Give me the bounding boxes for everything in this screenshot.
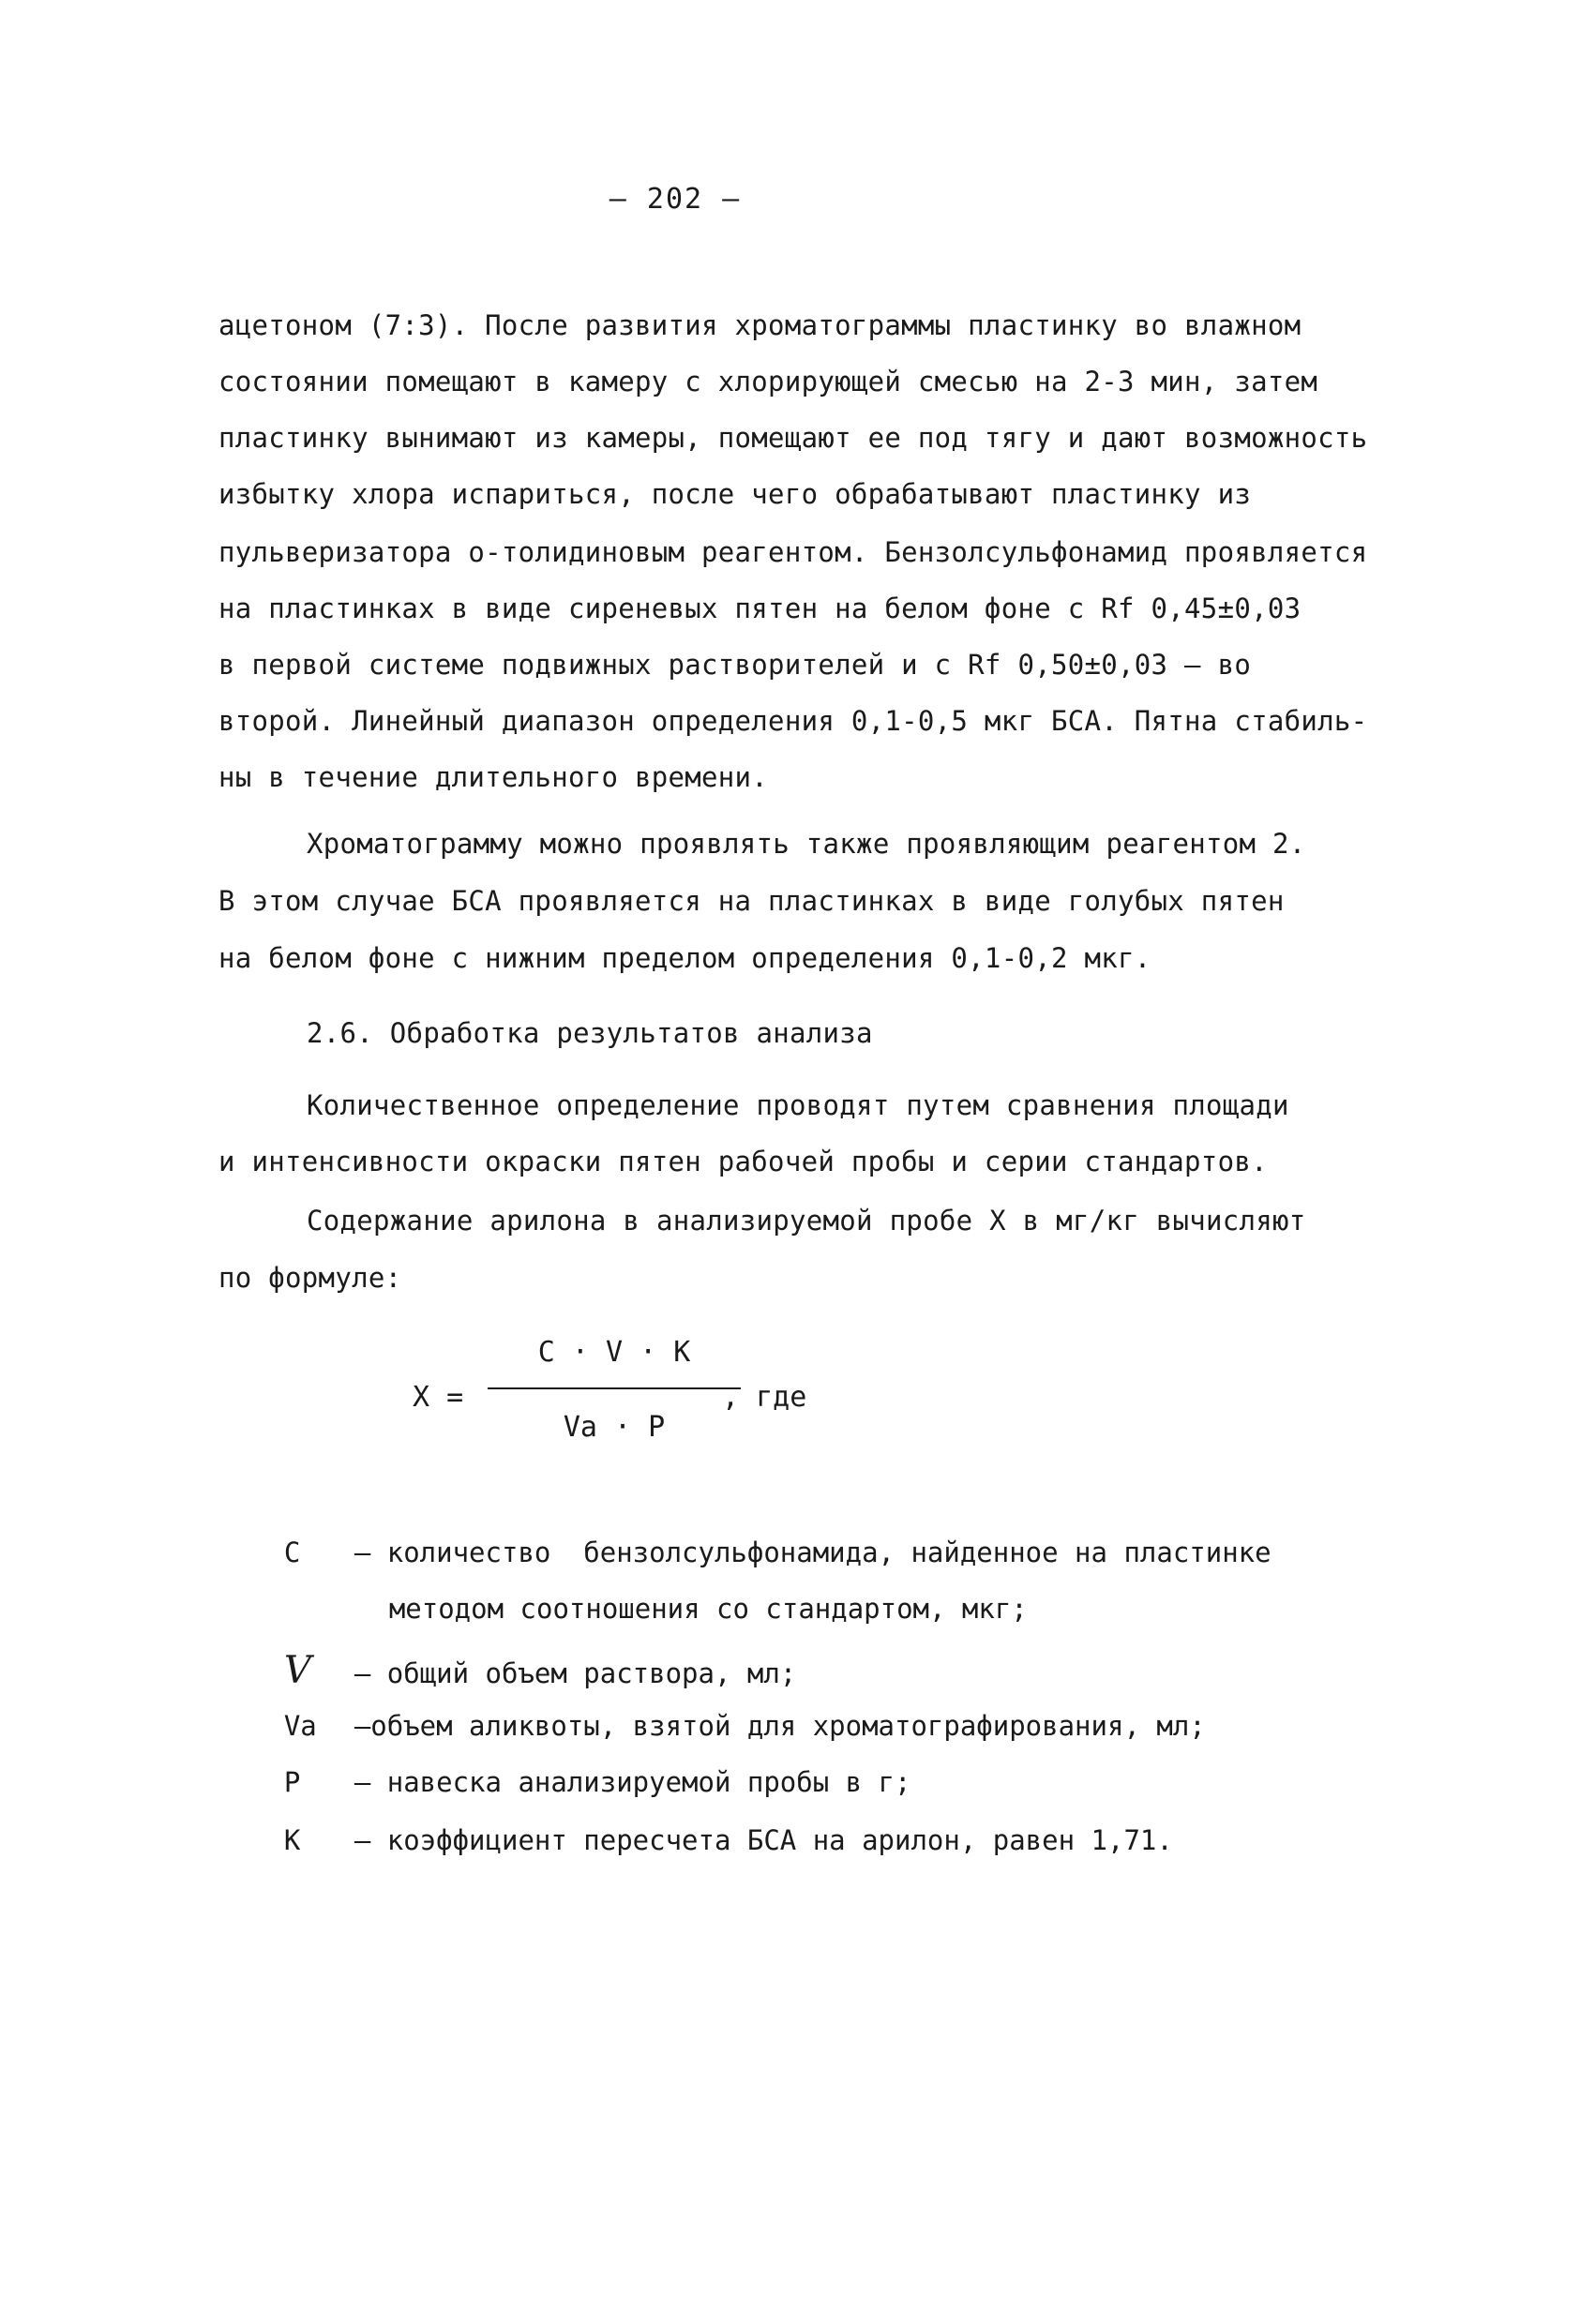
paragraph-line: Хроматограмму можно проявлять также проявляющим реагентом 2. [307,828,1306,860]
paragraph-line: на пластинках в виде сиреневых пятен на белом фоне с Rf 0,45±0,03 [218,592,1302,624]
legend-text: – навеска анализируемой пробы в г; [354,1766,911,1798]
paragraph-line: и интенсивности окраски пятен рабочей пробы и серии стандартов. [218,1146,1268,1177]
paragraph-line: В этом случае БСА проявляется на пластинках в виде голубых пятен [218,885,1285,917]
paragraph-line: ацетоном (7:3). После развития хроматограммы пластинку во влажном [218,309,1302,341]
legend-symbol: V [283,1649,311,1692]
legend-text: – количество бензолсульфонамида, найденное на пластинке [354,1537,1271,1568]
section-heading: 2.6. Обработка результатов анализа [307,1017,873,1049]
page-number: – 202 – [609,183,742,216]
legend-text: – коэффициент пересчета БСА на арилон, равен 1,71. [354,1824,1173,1856]
paragraph-line: Количественное определение проводят путем сравнения площади [307,1089,1289,1121]
formula-lhs: X = [413,1381,464,1414]
paragraph-line: состоянии помещают в камеру с хлорирующей смесью на 2-3 мин, затем [218,366,1318,397]
paragraph-line: Содержание арилона в анализируемой пробе X в мг/кг вычисляют [307,1205,1306,1237]
formula [413,1336,844,1486]
paragraph-line: второй. Линейный диапазон определения 0,1-0,5 мкг БСА. Пятна стабиль- [218,705,1368,737]
formula-tail: , где [722,1381,807,1414]
paragraph-line: на белом фоне с нижним пределом определения 0,1-0,2 мкг. [218,942,1151,974]
paragraph-line: в первой системе подвижных растворителей и с Rf 0,50±0,03 – во [218,649,1252,681]
paragraph-line: по формуле: [218,1262,402,1294]
paragraph-line: избытку хлора испариться, после чего обрабатывают пластинку из [218,478,1252,510]
legend-symbol: Vа [283,1710,317,1742]
legend-text: методом соотношения со стандартом, мкг; [388,1593,1028,1625]
formula-denominator: Vа · P [563,1411,666,1444]
paragraph-line: пластинку вынимают из камеры, помещают ее под тягу и дают возможность [218,422,1368,454]
legend-symbol: P [283,1766,301,1798]
legend-text: –объем аликвоты, взятой для хроматографирования, мл; [354,1710,1206,1742]
legend-symbol: K [283,1824,301,1856]
fraction-bar [488,1387,741,1389]
legend-symbol: C [283,1537,301,1568]
formula-numerator: C · V · K [537,1336,691,1369]
paragraph-line: ны в течение длительного времени. [218,761,769,793]
paragraph-line: пульверизатора о-толидиновым реагентом. Бензолсульфонамид проявляется [218,536,1368,568]
legend-text: – общий объем раствора, мл; [354,1657,797,1689]
legend-row [218,1792,1173,1888]
